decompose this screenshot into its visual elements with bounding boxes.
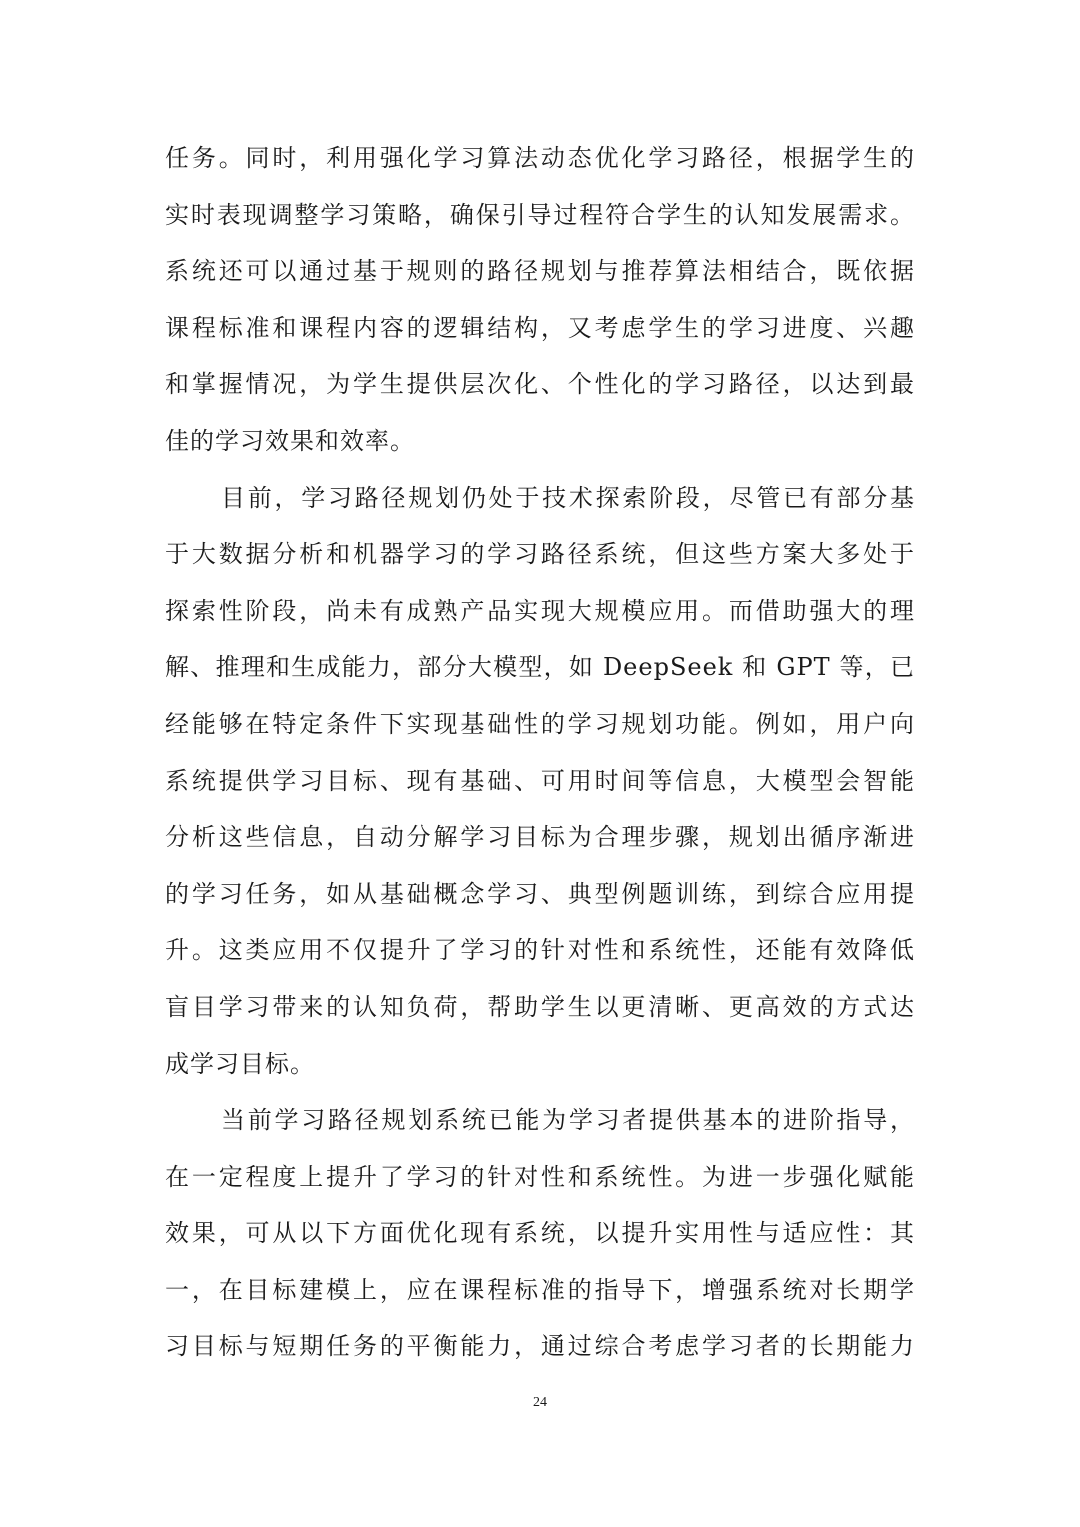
- text-line: 当前学习路径规划系统已能为学习者提供基本的进阶指导，: [221, 1106, 915, 1135]
- text-line: 系统提供学习目标、现有基础、可用时间等信息，大模型会智能: [165, 766, 915, 795]
- text-line: 盲目学习带来的认知负荷，帮助学生以更清晰、更高效的方式达: [165, 992, 915, 1021]
- text-line: 实时表现调整学习策略，确保引导过程符合学生的认知发展需求。: [165, 200, 915, 229]
- text-line: 在一定程度上提升了学习的针对性和系统性。为进一步强化赋能: [165, 1162, 915, 1191]
- text-line: 和掌握情况，为学生提供层次化、个性化的学习路径，以达到最: [165, 370, 915, 399]
- text-line: 的学习任务，如从基础概念学习、典型例题训练，到综合应用提: [165, 879, 915, 908]
- text-line: 效果，可从以下方面优化现有系统，以提升实用性与适应性：其: [165, 1219, 915, 1248]
- text-line: 任务。同时，利用强化学习算法动态优化学习路径，根据学生的: [165, 144, 915, 172]
- paragraph: [165, 478, 915, 1101]
- paragraph: [165, 1100, 915, 1383]
- text-line: 目前，学习路径规划仍处于技术探索阶段，尽管已有部分基: [221, 483, 915, 512]
- text-line: 探索性阶段，尚未有成熟产品实现大规模应用。而借助强大的理: [165, 596, 915, 625]
- text-line: 经能够在特定条件下实现基础性的学习规划功能。例如，用户向: [165, 709, 915, 738]
- text-line: 系统还可以通过基于规则的路径规划与推荐算法相结合，既依据: [165, 257, 915, 286]
- text-line: 于大数据分析和机器学习的学习路径系统，但这些方案大多处于: [165, 540, 915, 569]
- text-line: 解、推理和生成能力，部分大模型，如 DeepSeek 和 GPT 等，已: [165, 653, 915, 682]
- text-line: 升。这类应用不仅提升了学习的针对性和系统性，还能有效降低: [165, 936, 915, 965]
- text-line: 一，在目标建模上，应在课程标准的指导下，增强系统对长期学: [165, 1275, 915, 1304]
- text-line: 分析这些信息，自动分解学习目标为合理步骤，规划出循序渐进: [165, 823, 915, 852]
- paragraph: [165, 138, 915, 478]
- document-body: [165, 138, 915, 1383]
- text-line: 成学习目标。: [165, 1049, 315, 1078]
- text-line: 习目标与短期任务的平衡能力，通过综合考虑学习者的长期能力: [165, 1332, 915, 1361]
- page-number: 24: [533, 1395, 547, 1410]
- text-line: 佳的学习效果和效率。: [165, 426, 415, 455]
- text-line: 课程标准和课程内容的逻辑结构，又考虑学生的学习进度、兴趣: [165, 313, 915, 342]
